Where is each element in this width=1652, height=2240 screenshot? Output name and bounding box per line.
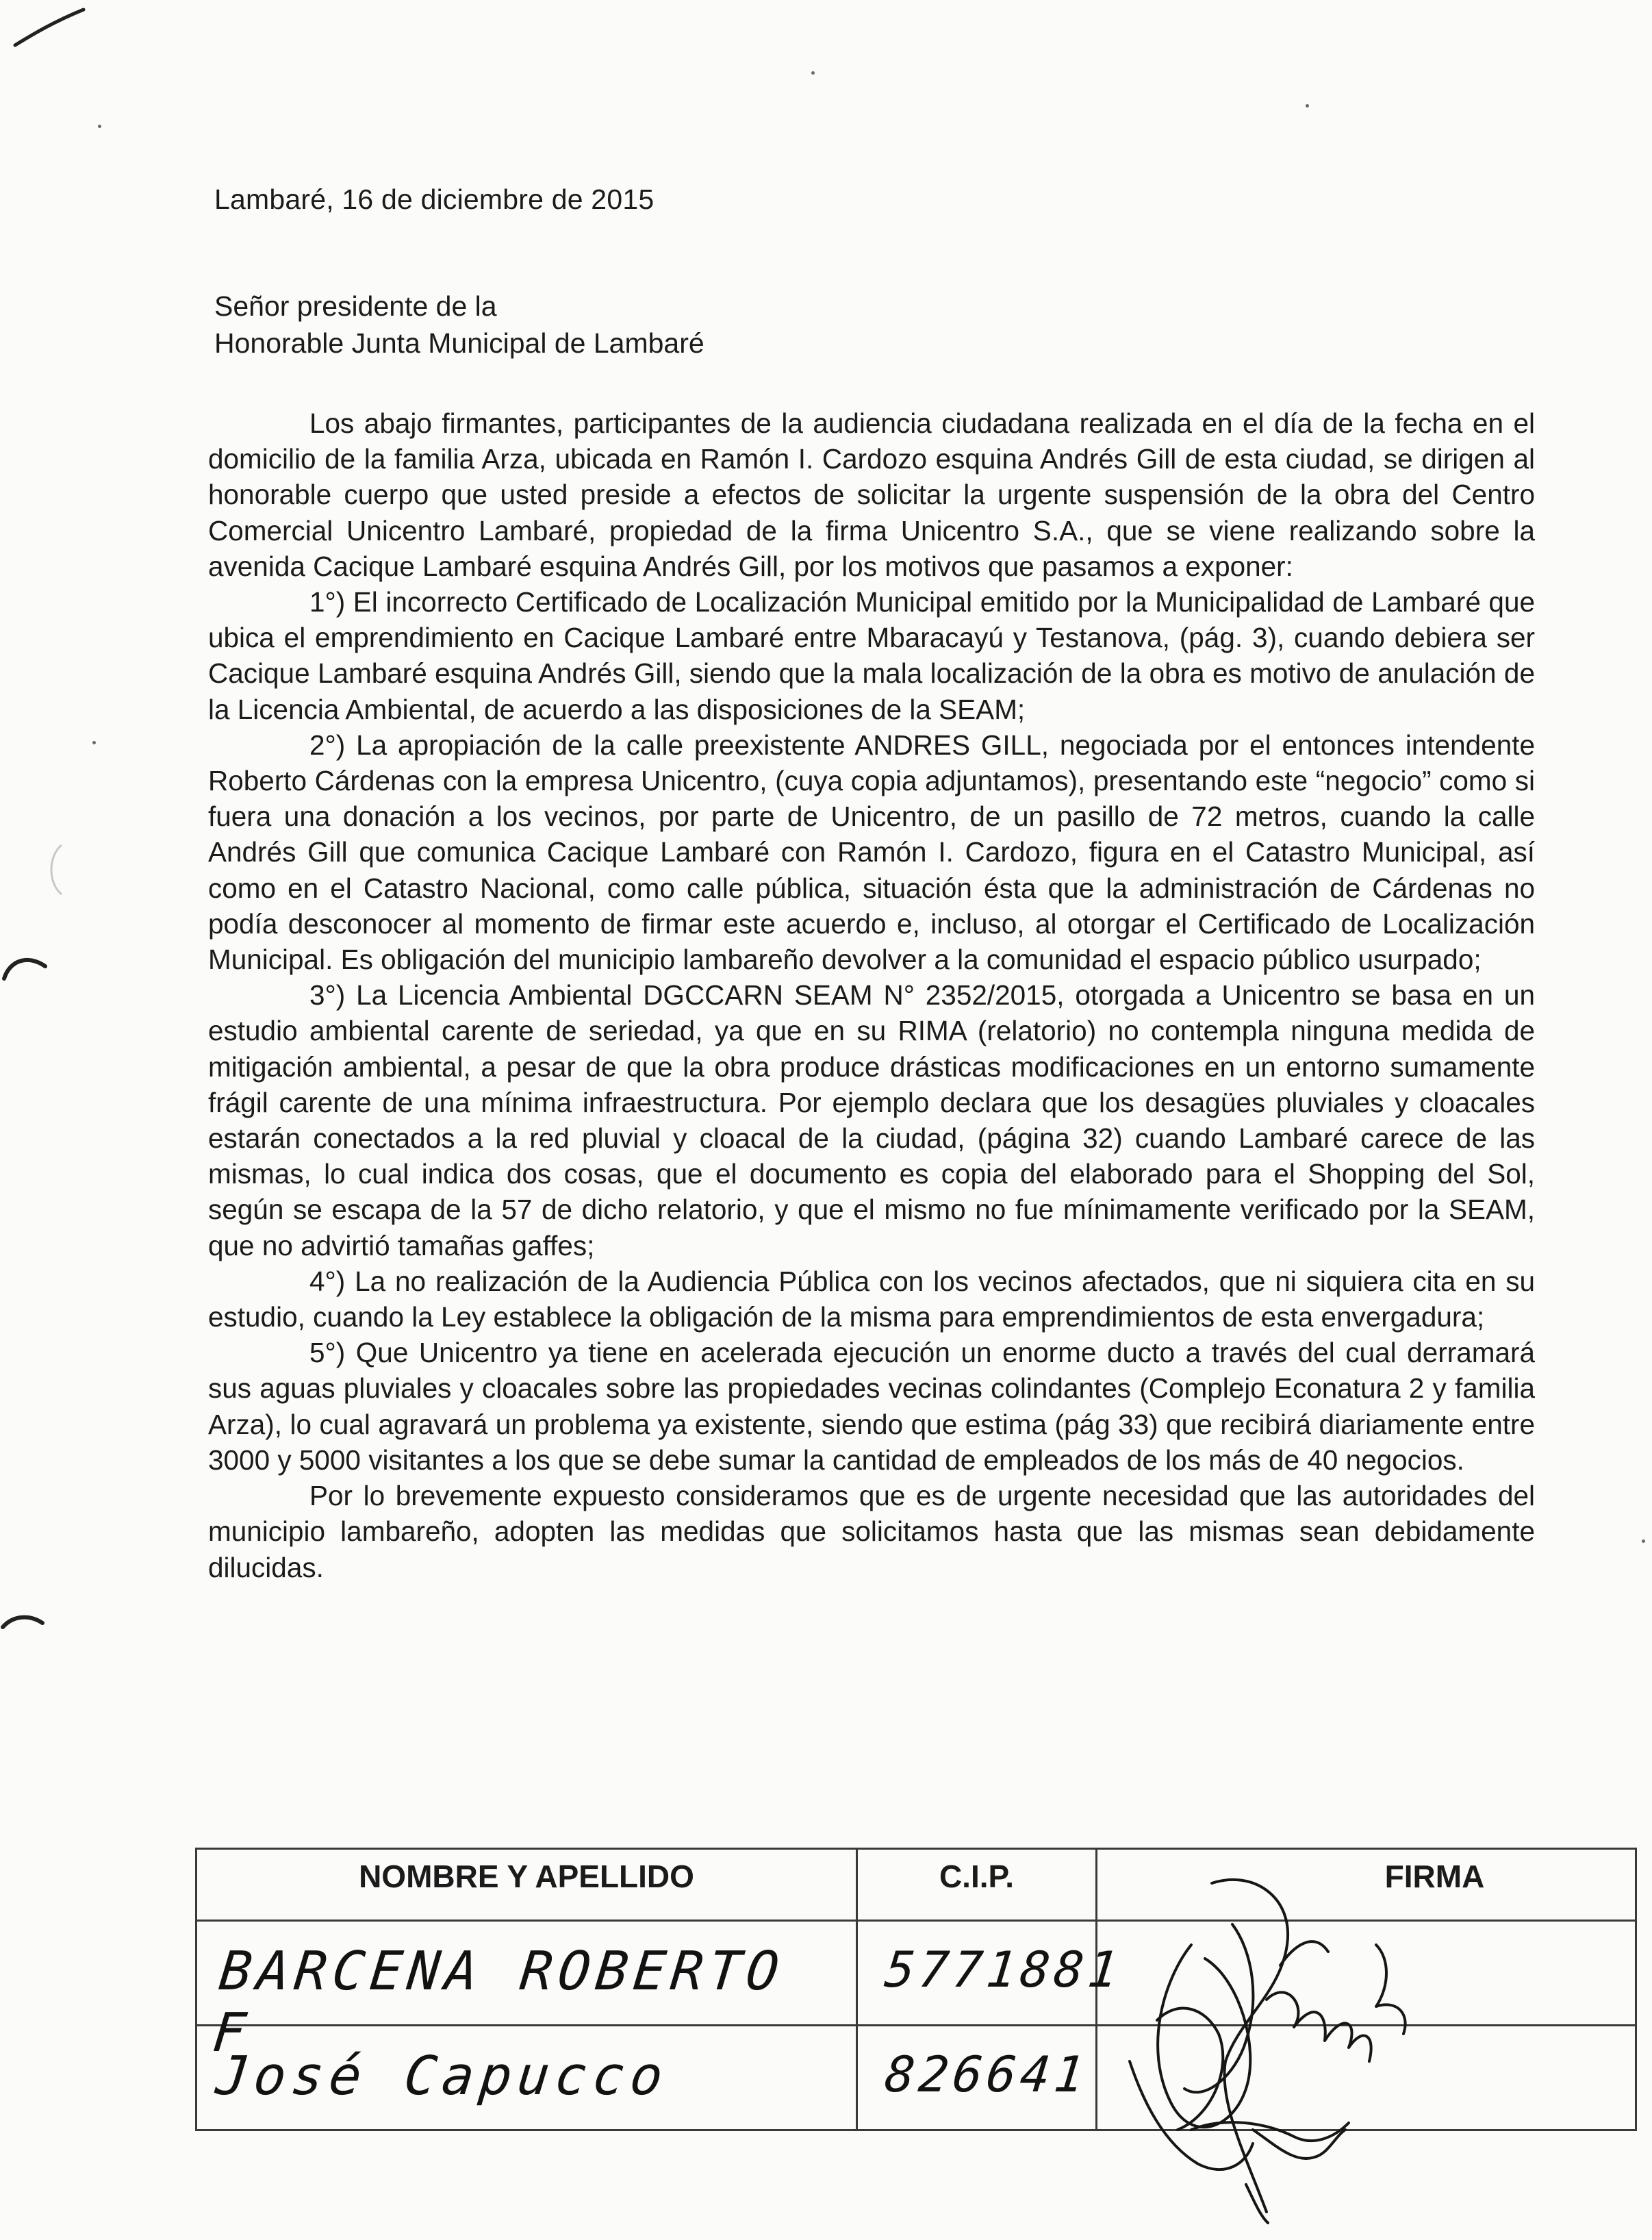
reason-item-5: 5°) Que Unicentro ya tiene en acelerada ejecución un enorme ducto a través del cual derramará sus aguas pluviales y cloacales sobre las propiedades vecinas colindantes (Complejo Econatura 2 y familia Arza), lo cual agravará un problema ya existente, siendo que estima (pág 33) que recibirá diariamente entre 3000 y 5000 visitantes a los que se debe sumar la cantidad de empleados de los más de 40 negocios. (208, 1337, 1535, 1476)
header-signature: FIRMA (1097, 1849, 1636, 1921)
recipient-block (214, 288, 704, 362)
handwritten-cip: 5771881 (882, 1941, 1125, 1998)
handwritten-signatures (1089, 1842, 1445, 2226)
scan-speck (811, 71, 815, 75)
letter-body (208, 405, 1535, 1585)
binding-hole-mark (0, 1602, 48, 1637)
cip-cell (857, 2026, 1097, 2130)
header-cip: C.I.P. (857, 1849, 1097, 1921)
scan-shadow (41, 842, 68, 897)
intro-paragraph: Los abajo firmantes, participantes de la audiencia ciudadana realizada en el día de la fecha en el domicilio de la familia Arza, ubicada en Ramón I. Cardozo esquina Andrés Gill de esta ciudad, se dirigen al honorable cuerpo que usted preside a efectos de solicitar la urgente suspensión de la obra del Centro Comercial Unicentro Lambaré, propiedad de la firma Unicentro S.A., que se viene realizando sobre la avenida Cacique Lambaré esquina Andrés Gill, por los motivos que pasamos a exponer: (208, 407, 1535, 582)
scan-speck (92, 741, 96, 744)
reason-item-4: 4°) La no realización de la Audiencia Pública con los vecinos afectados, que ni siquiera cita en su estudio, cuando la Ley establece la obligación de la misma para emprendimientos de esta envergadura; (208, 1265, 1535, 1333)
handwritten-name: BARCENA ROBERTO F (209, 1941, 787, 2064)
scan-speck (98, 125, 101, 128)
reason-item-2: 2°) La apropiación de la calle preexistente ANDRES GILL, negociada por el entonces intendente Roberto Cárdenas con la empresa Unicentro, (cuya copia adjuntamos), presentando este “negocio” como si fuera una donación a los vecinos, por parte de Unicentro, de un pasillo de 72 metros, cuando la calle Andrés Gill que comunica Cacique Lambaré con Ramón I. Cardozo, figura en el Catastro Municipal, así como en el Catastro Nacional, como calle pública, situación ésta que la administración de Cárdenas no podía desconocer al momento de firmar este acuerdo e, incluso, al otorgar el Certificado de Localización Municipal. Es obligación del municipio lambareño devolver a la comunidad el espacio público usurpado; (208, 729, 1535, 976)
closing-paragraph: Por lo brevemente expuesto consideramos que es de urgente necesidad que las autoridades del municipio lambareño, adopten las medidas que solicitamos hasta que las mismas sean debidamente dilucidas. (208, 1480, 1535, 1583)
reason-item-3: 3°) La Licencia Ambiental DGCCARN SEAM N° 2352/2015, otorgada a Unicentro se basa en un estudio ambiental carente de seriedad, ya que en su RIMA (relatorio) no contempla ninguna medida de mitigación ambiental, a pesar de que la obra produce drásticas modificaciones en un entorno sumamente frágil carente de una mínima infraestructura. Por ejemplo declara que los desagües pluviales y cloacales estarán conectados a la red pluvial y cloacal de la ciudad, (página 32) cuando Lambaré carece de las mismas, lo cual indica dos cosas, que el documento es copia del elaborado para el Shopping del Sol, según se escapa de la 57 de dicho relatorio, y que el mismo no fue mínimamente verificado por la SEAM, que no advirtió tamañas gaffes; (208, 979, 1535, 1261)
date-line: Lambaré, 16 de diciembre de 2015 (214, 184, 655, 215)
cip-cell (857, 1921, 1125, 2026)
binding-hole-mark (0, 948, 48, 983)
recipient-line: Honorable Junta Municipal de Lambaré (214, 327, 704, 359)
header-name: NOMBRE Y APELLIDO (196, 1849, 857, 1921)
name-cell (196, 2026, 857, 2130)
recipient-line: Señor presidente de la (214, 290, 497, 322)
handwritten-cip: 826641 (882, 2046, 1091, 2103)
handwritten-name: José Capucco (213, 2046, 672, 2107)
reason-item-1: 1°) El incorrecto Certificado de Localización Municipal emitido por la Municipalidad de Lambaré que ubica el emprendimiento en Cacique Lambaré entre Mbaracayú y Testanova, (pág. 3), cuando debiera ser Cacique Lambaré esquina Andrés Gill, siendo que la mala localización de la obra es motivo de anulación de la Licencia Ambiental, de acuerdo a las disposiciones de la SEAM; (208, 586, 1535, 725)
pen-stroke-mark (12, 7, 88, 48)
scan-speck (1306, 104, 1309, 108)
name-cell (196, 1921, 857, 2064)
scan-speck (1642, 1539, 1645, 1543)
